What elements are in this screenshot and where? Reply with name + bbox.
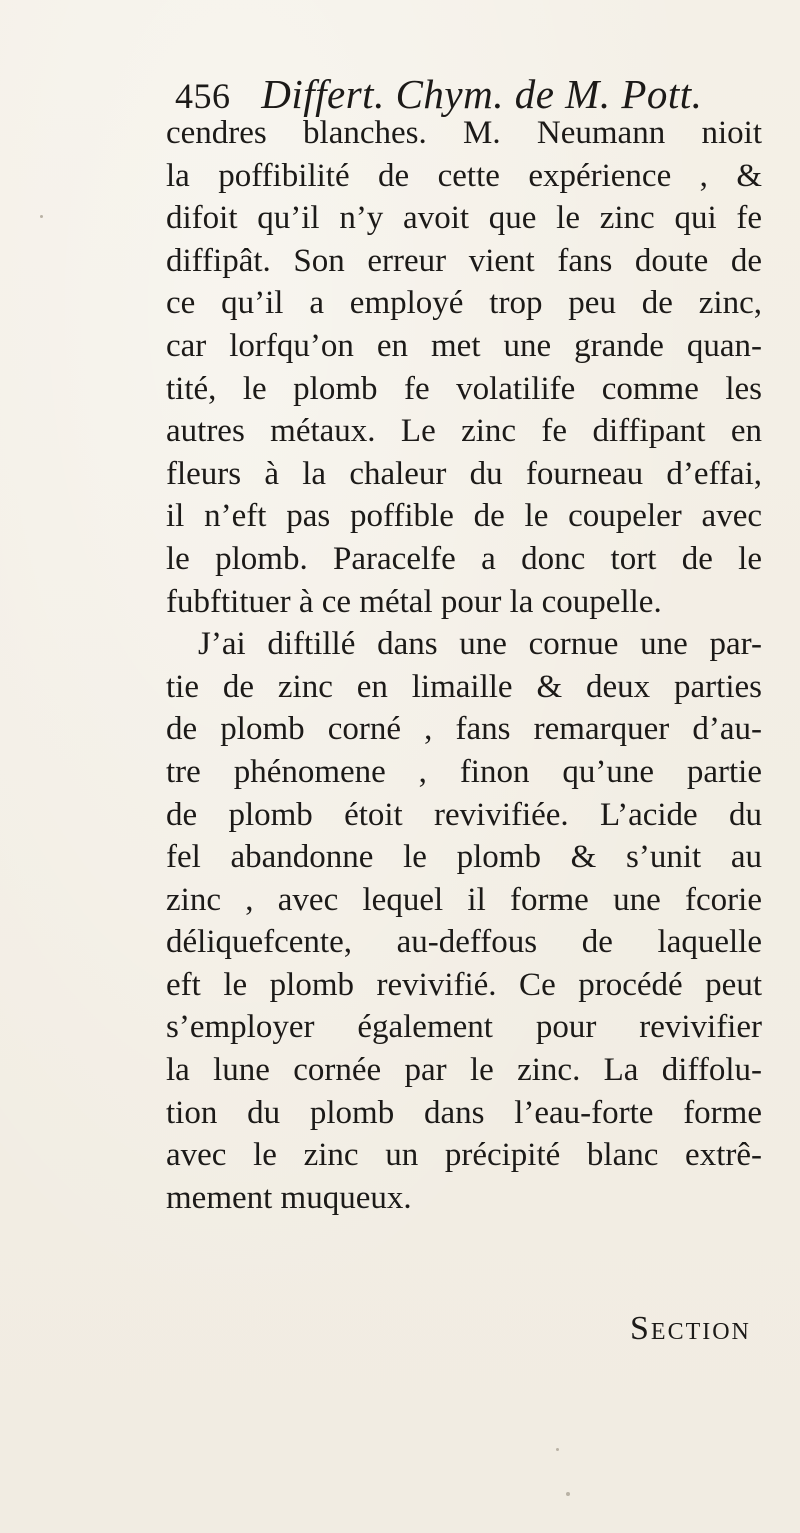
text-line: tre phénomene , finon qu’une partie: [166, 753, 762, 790]
text-line: ce qu’il a employé trop peu de zinc,: [166, 285, 762, 322]
text-line: fleurs à la chaleur du fourneau d’effai,: [166, 455, 762, 492]
running-title: Differt. Chym. de M. Pott.: [261, 71, 703, 117]
text-line: la lune cornée par le zinc. La diffolu-: [166, 1052, 762, 1089]
text-line: zinc , avec lequel il forme une fcorie: [166, 881, 762, 918]
text-line: de plomb étoit revivifiée. L’acide du: [166, 796, 762, 833]
text-line: de plomb corné , fans remarquer d’au-: [166, 711, 762, 748]
text-line: autres métaux. Le zinc fe diffipant en: [166, 413, 762, 450]
text-line: tion du plomb dans l’eau-forte forme: [166, 1094, 762, 1131]
text-line: car lorfqu’on en met une grande quan-: [166, 327, 762, 364]
body-text: [166, 112, 762, 1219]
text-line: s’employer également pour revivifier: [166, 1009, 762, 1046]
text-line: difoit qu’il n’y avoit que le zinc qui fe: [166, 200, 762, 237]
catchword: Section: [630, 1310, 751, 1347]
paragraph-first-line: J’ai diftillé dans une cornue une par-: [198, 626, 762, 663]
text-line: avec le zinc un précipité blanc extrê-: [166, 1137, 762, 1174]
text-line: eft le plomb revivifié. Ce procédé peut: [166, 966, 762, 1003]
text-line: la poffibilité de cette expérience , &: [166, 157, 762, 194]
paper-speck: [566, 1492, 570, 1496]
text-line: tie de zinc en limaille & deux parties: [166, 668, 762, 705]
text-line: il n’eft pas poffible de le coupeler avec: [166, 498, 762, 535]
text-line: fubftituer à ce métal pour la coupelle.: [166, 583, 662, 620]
paper-speck: [556, 1448, 559, 1451]
page-number: 456: [175, 76, 231, 116]
text-line: tité, le plomb fe volatilife comme les: [166, 370, 762, 407]
text-line: le plomb. Paracelfe a donc tort de le: [166, 540, 762, 577]
text-line: déliquefcente, au-deffous de laquelle: [166, 924, 762, 961]
text-line: mement muqueux.: [166, 1179, 412, 1216]
paper-speck: [40, 215, 43, 218]
text-line: cendres blanches. M. Neumann nioit: [166, 115, 762, 151]
text-line: fel abandonne le plomb & s’unit au: [166, 839, 762, 876]
text-line: diffipât. Son erreur vient fans doute de: [166, 242, 762, 279]
